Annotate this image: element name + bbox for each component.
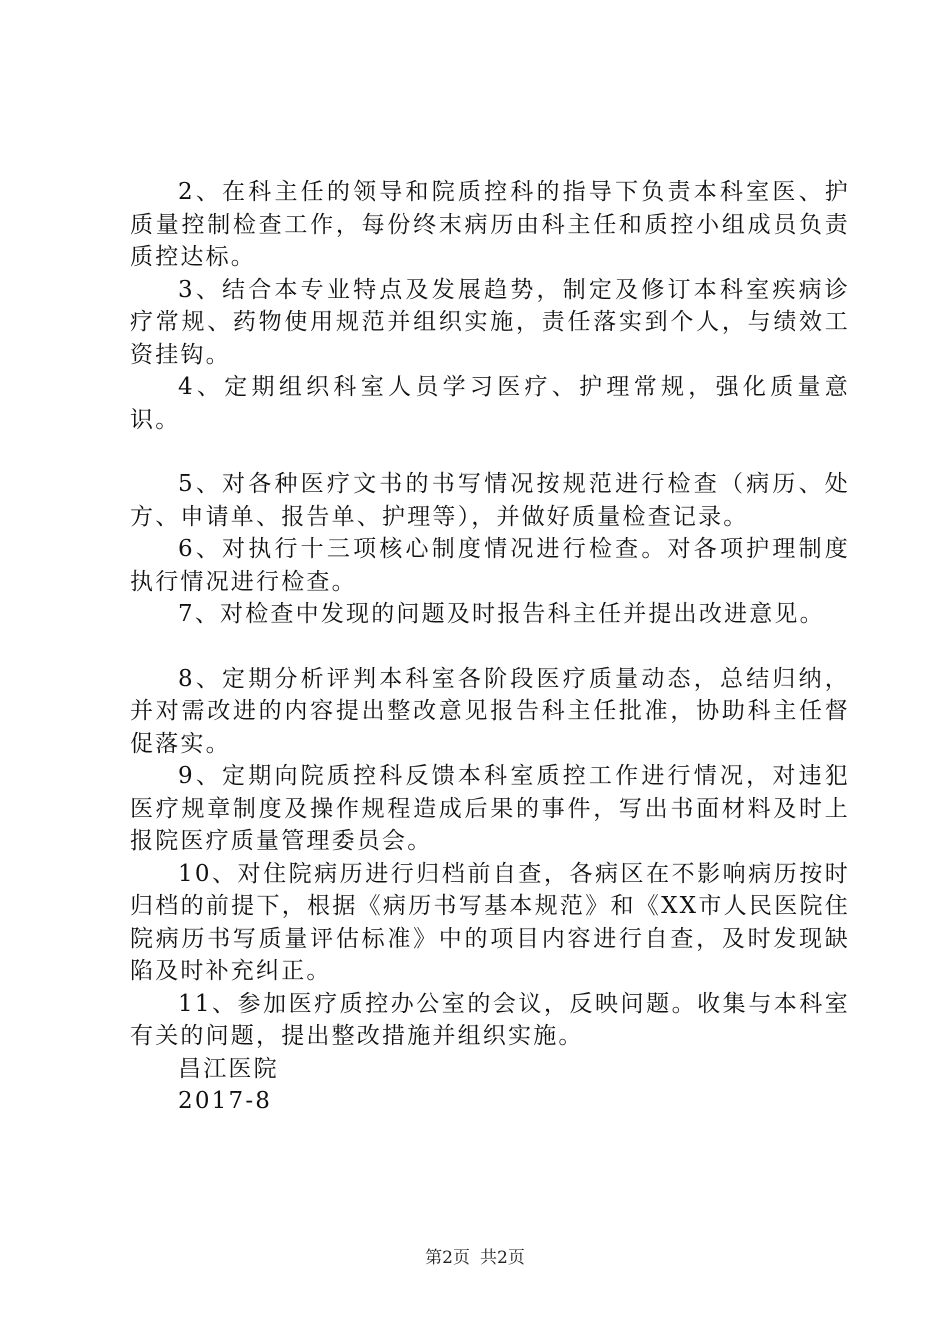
signature-hospital-name: 昌江医院 <box>178 1055 279 1082</box>
paragraph-item-5: 5、对各种医疗文书的书写情况按规范进行检查（病历、处方、申请单、报告单、护理等），并做好质量检查记录。 <box>130 471 850 530</box>
page-footer <box>0 1243 950 1268</box>
signature-date: 2017-8 <box>178 1088 273 1114</box>
page-number-total: 共2页 <box>480 1248 525 1268</box>
paragraph-item-2: 2、在科主任的领导和院质控科的指导下负责本科室医、护质量控制检查工作，每份终末病历由科主任和质控小组成员负责质控达标。 <box>130 179 850 270</box>
paragraph-item-3: 3、结合本专业特点及发展趋势，制定及修订本科室疾病诊疗常规、药物使用规范并组织实施，责任落实到个人，与绩效工资挂钩。 <box>130 276 850 368</box>
paragraph-item-8: 8、定期分析评判本科室各阶段医疗质量动态，总结归纳，并对需改进的内容提出整改意见报告科主任批准，协助科主任督促落实。 <box>130 665 850 757</box>
paragraph-item-10: 10、对住院病历进行归档前自查，各病区在不影响病历按时归档的前提下，根据《病历书写基本规范》和《XX市人民医院住院病历书写质量评估标准》中的项目内容进行自查，及时发现缺陷及时补充纠正。 <box>130 860 850 984</box>
paragraph-item-11: 11、参加医疗质控办公室的会议，反映问题。收集与本科室有关的问题，提出整改措施并组织实施。 <box>130 990 850 1049</box>
document-body <box>130 176 850 1118</box>
paragraph-item-6: 6、对执行十三项核心制度情况进行检查。对各项护理制度执行情况进行检查。 <box>130 536 850 595</box>
page-number-current: 第2页 <box>425 1248 470 1268</box>
paragraph-item-4: 4、定期组织科室人员学习医疗、护理常规，强化质量意识。 <box>130 374 850 433</box>
paragraph-item-9: 9、定期向院质控科反馈本科室质控工作进行情况，对违犯医疗规章制度及操作规程造成后果的事件，写出书面材料及时上报院医疗质量管理委员会。 <box>130 763 850 854</box>
paragraph-item-7: 7、对检查中发现的问题及时报告科主任并提出改进意见。 <box>178 601 825 627</box>
